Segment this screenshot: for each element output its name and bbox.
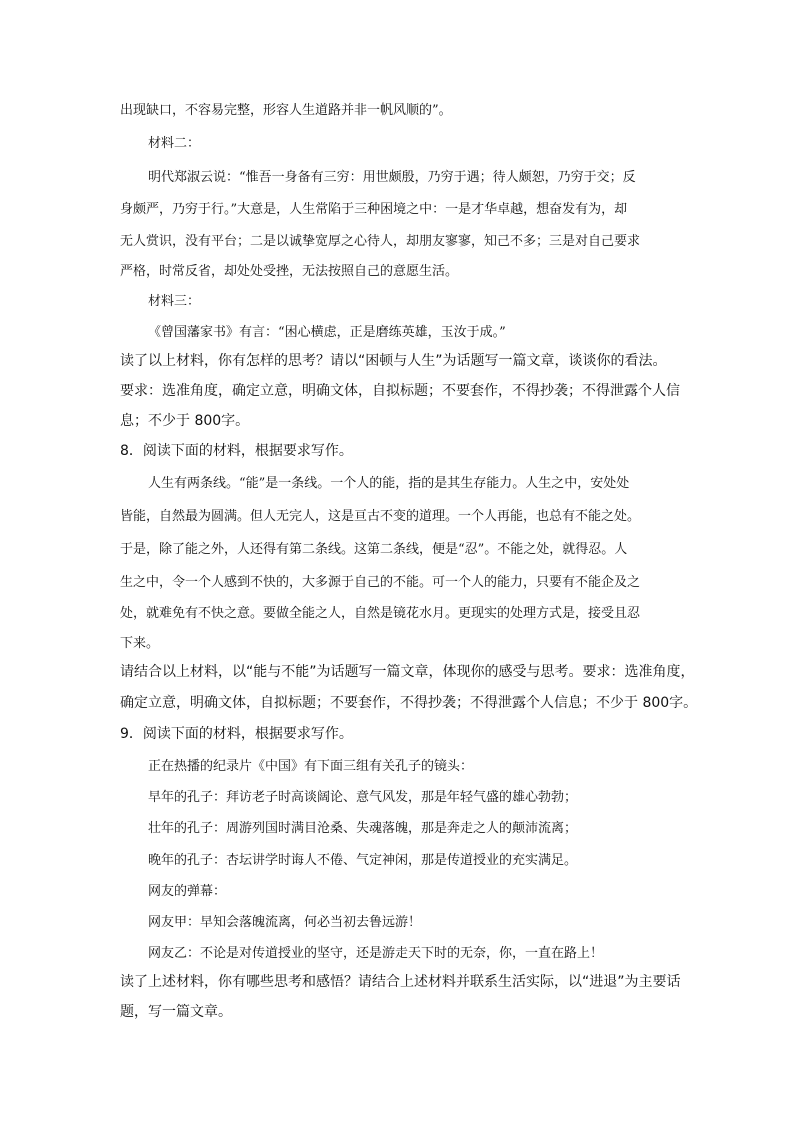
material-heading: 材料三：	[148, 294, 201, 309]
question-heading: 9．阅读下面的材料，根据要求写作。	[120, 726, 353, 742]
text-line: 正在热播的纪录片《中国》有下面三组有关孔子的镜头：	[148, 759, 474, 774]
text-line: 生之中，令一个人感到不快的，大多源于自己的不能。可一个人的能力，只要有不能企及之	[120, 575, 641, 590]
prompt-line: 请结合以上材料，以“能与不能”为话题写一篇文章，体现你的感受与思考。要求：选准角度，	[120, 664, 695, 680]
text-line: 壮年的孔子：周游列国时满目沧桑、失魂落魄，那是奔走之人的颠沛流离；	[148, 821, 578, 836]
question-heading: 8．阅读下面的材料，根据要求写作。	[120, 443, 353, 459]
text-line: 《曾国藩家书》有言：“困心横虑，正是磨练英雄，玉汝于成。”	[148, 325, 506, 340]
text-line: 网友乙：不论是对传道授业的坚守，还是游走天下时的无奈，你，一直在路上！	[148, 946, 604, 961]
text-line: 明代郑淑云说：“惟吾一身备有三穷：用世颇殷，乃穷于遇；待人颇恕，乃穷于交；反	[148, 170, 636, 185]
text-line: 早年的孔子：拜访老子时高谈阔论、意气风发，那是年轻气盛的雄心勃勃；	[148, 790, 578, 805]
text-line: 皆能，自然最为圆满。但人无完人，这是亘古不变的道理。一个人再能，也总有不能之处。	[120, 509, 641, 524]
text-line: 晚年的孔子：杏坛讲学时诲人不倦、气定神闲，那是传道授业的充实满足。	[148, 853, 578, 868]
prompt-line: 题，写一篇文章。	[120, 1004, 232, 1020]
text-line: 出现缺口，不容易完整，形容人生道路并非一帆风顺的”。	[120, 103, 452, 118]
text-line: 身颇严，乃穷于行。”大意是，人生常陷于三种困境之中：一是才华卓越，想奋发有为，却	[120, 202, 628, 217]
requirement-line: 确定立意，明确文体，自拟标题；不要套作，不得抄袭；不得泄露个人信息；不少于 800字。	[120, 695, 698, 711]
text-line: 人生有两条线。“能”是一条线。一个人的能，指的是其生存能力。人生之中，安处处	[148, 476, 630, 491]
text-line: 无人赏识，没有平台；二是以诚挚宽厚之心待人，却朋友寥寥，知己不多；三是对自己要求	[120, 234, 641, 249]
text-line: 网友的弹幕：	[148, 884, 227, 899]
requirement-line: 要求：选准角度，确定立意，明确文体，自拟标题；不要套作，不得抄袭；不得泄露个人信	[120, 383, 680, 399]
text-line: 于是，除了能之外，人还得有第二条线。这第二条线，便是“忍”。不能之处，就得忍。人	[120, 542, 628, 557]
text-line: 下来。	[120, 636, 160, 651]
prompt-line: 读了上述材料，你有哪些思考和感悟？请结合上述材料并联系生活实际，以“进退”为主要话	[120, 974, 681, 990]
prompt-line: 读了以上材料，你有怎样的思考？请以“困顿与人生”为话题写一篇文章，谈谈你的看法。	[120, 353, 667, 369]
text-line: 处，就难免有不快之意。要做全能之人，自然是镜花水月。更现实的处理方式是，接受且忍	[120, 606, 641, 621]
text-line: 网友甲：早知会落魄流离，何必当初去鲁远游！	[148, 915, 422, 930]
material-heading: 材料二：	[148, 136, 201, 151]
requirement-line: 息；不少于 800字。	[120, 413, 250, 429]
text-line: 严格，时常反省，却处处受挫，无法按照自己的意愿生活。	[120, 264, 459, 279]
